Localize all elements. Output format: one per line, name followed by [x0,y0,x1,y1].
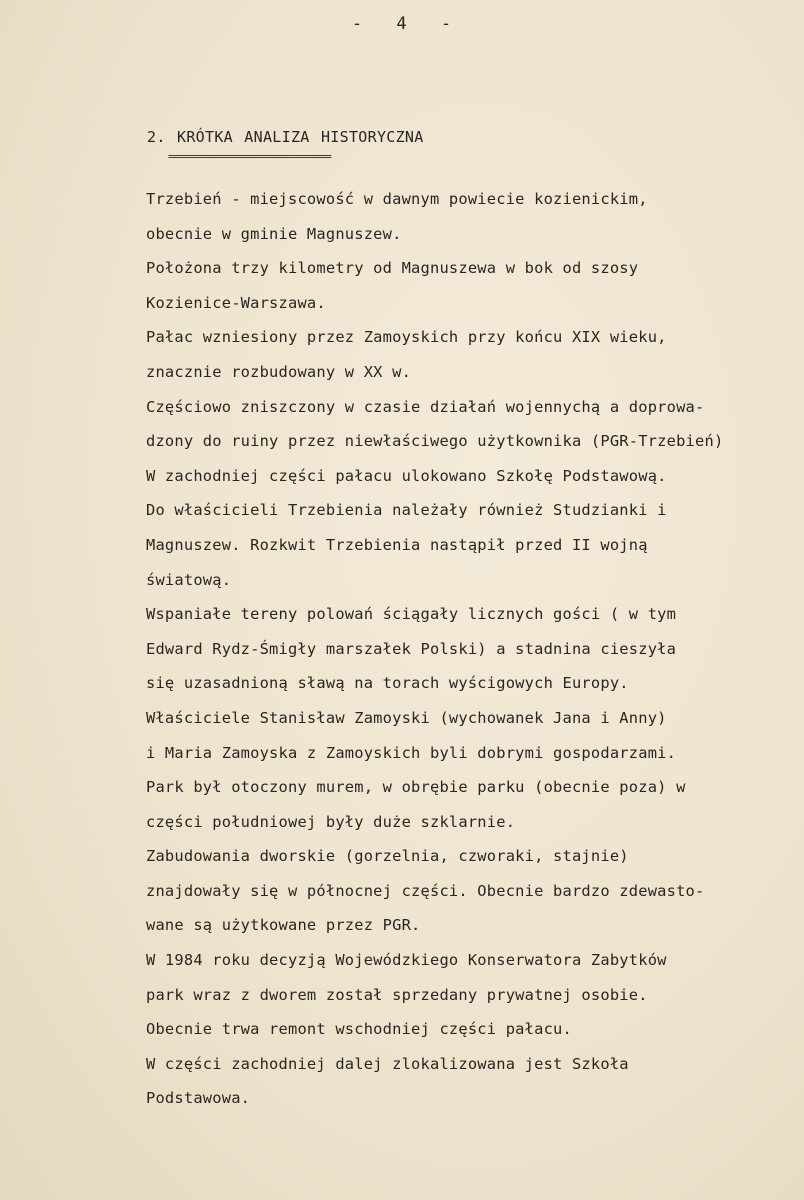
text-line: Edward Rydz-Śmigły marszałek Polski) a stadnina cieszyła [146,639,677,658]
text-line: W części zachodniej dalej zlokalizowana jest Szkoła [146,1054,629,1073]
text-line: Kozienice-Warszawa. [146,293,326,312]
text-line: Właściciele Stanisław Zamoyski (wychowanek Jana i Anny) [146,708,667,727]
text-line: park wraz z dworem został sprzedany prywatnej osobie. [146,985,648,1004]
body-text [146,189,796,1123]
text-line: Wspaniałe tereny polowań ściągały licznych gości ( w tym [146,605,677,624]
text-line: się uzasadnioną sławą na torach wyścigowych Europy. [146,674,629,693]
text-line: Obecnie trwa remont wschodniej części pałacu. [146,1020,572,1039]
text-line: W zachodniej części pałacu ulokowano Szkołę Podstawową. [146,466,667,485]
text-line: Park był otoczony murem, w obrębie parku (obecnie poza) w [146,778,686,797]
text-line: Magnuszew. Rozkwit Trzebienia nastąpił przed II wojną [146,535,648,554]
text-line: wane są użytkowane przez PGR. [146,916,421,935]
text-line: obecnie w gminie Magnuszew. [146,224,402,243]
text-line: Podstawowa. [146,1089,251,1108]
page-number: - 4 - [351,14,453,34]
text-line: znacznie rozbudowany w XX w. [146,362,412,381]
text-line: Częściowo zniszczony w czasie działań wojennychą a doprowa- [146,397,705,416]
text-line: dzony do ruiny przez niewłaściwego użytkownika (PGR-Trzebień) [146,432,724,451]
text-line: Pałac wzniesiony przez Zamoyskich przy końcu XIX wieku, [146,328,667,347]
text-line: znajdowały się w północnej części. Obecnie bardzo zdewasto- [146,881,705,900]
text-line: Do właścicieli Trzebienia należały również Studzianki i [146,501,667,520]
section-heading: 2. KRÓTKA ANALIZA HISTORYCZNA [147,128,424,146]
text-line: W 1984 roku decyzją Wojewódzkiego Konserwatora Zabytków [146,951,667,970]
text-line: części południowej były duże szklarnie. [146,812,516,831]
text-line: Zabudowania dworskie (gorzelnia, czworaki, stajnie) [146,847,629,866]
text-line: światową. [146,570,232,589]
heading-underline: ============================== [168,150,331,163]
text-line: i Maria Zamoyska z Zamoyskich byli dobrymi gospodarzami. [146,743,677,762]
text-line: Trzebień - miejscowość w dawnym powiecie kozienickim, [146,190,648,208]
text-line: Położona trzy kilometry od Magnuszewa w bok od szosy [146,259,639,278]
